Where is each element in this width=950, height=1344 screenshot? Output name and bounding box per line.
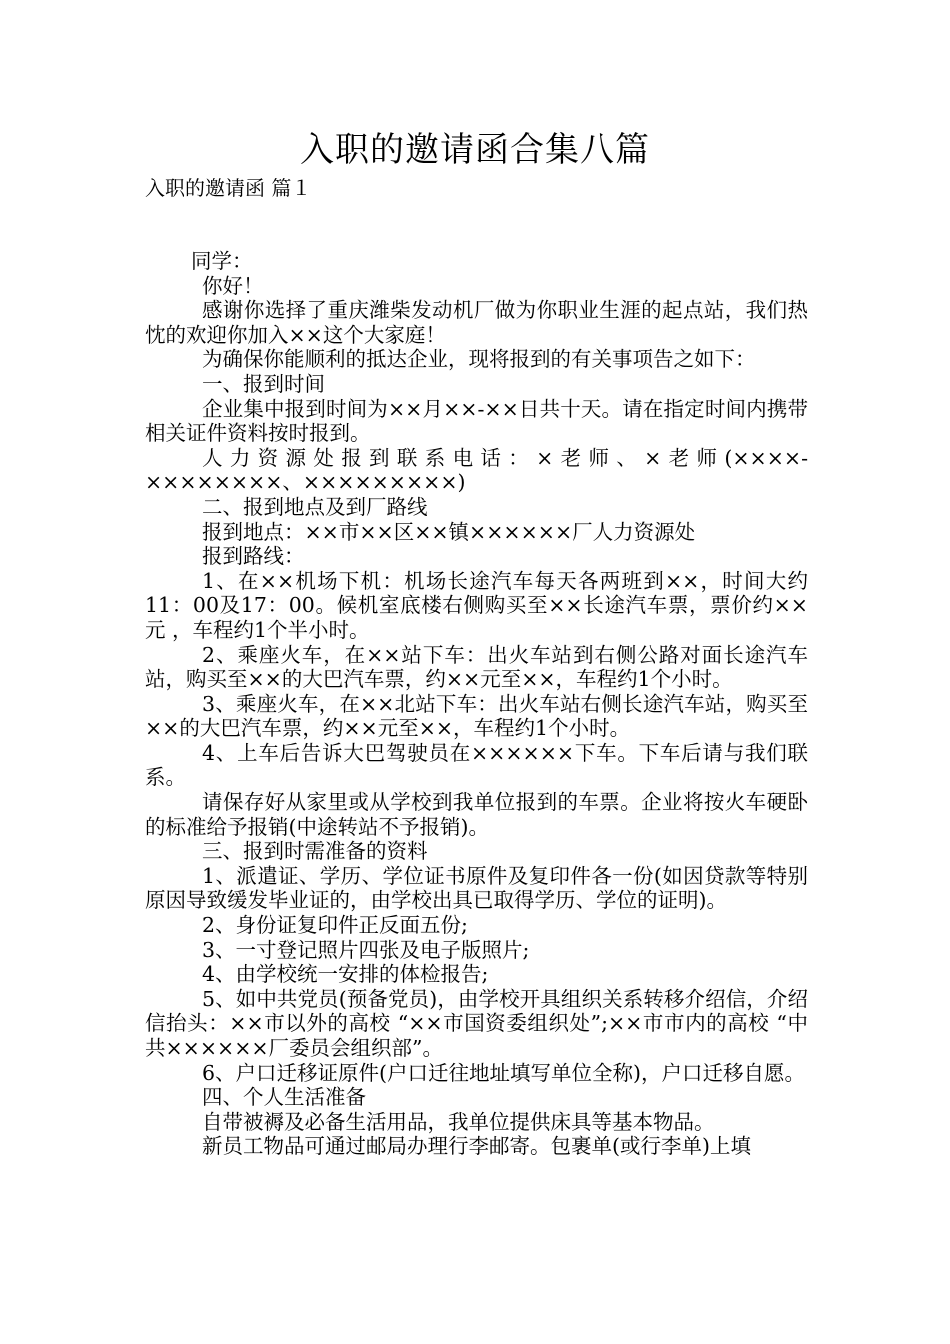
list-item: 6、户口迁移证原件(户口迁往地址填写单位全称)，户口迁移自愿。: [202, 1060, 806, 1085]
paragraph: 自带被褥及必备生活用品，我单位提供床具等基本物品。: [202, 1109, 715, 1134]
section-heading: 一、报到时间: [202, 371, 325, 396]
list-item: 2、身份证复印件正反面五份;: [202, 913, 468, 938]
paragraph: 你好！: [202, 273, 264, 298]
document-subtitle: 入职的邀请函 篇１: [145, 176, 312, 200]
list-item: 4、由学校统一安排的体检报告;: [202, 962, 489, 987]
list-item: 3、乘座火车，在××北站下车：出火车站右侧长途汽车站，购买至××的大巴汽车票，约××元至××，车程约1个小时。: [145, 691, 808, 741]
letter-body: [145, 249, 808, 1159]
paragraph: 感谢你选择了重庆潍柴发动机厂做为你职业生涯的起点站，我们热忱的欢迎你加入××这个大家庭！: [145, 298, 808, 347]
list-item: 1、派遣证、学历、学位证书原件及复印件各一份(如因贷款等特别原因导致缓发毕业证的，由学校出具已取得学历、学位的证明)。: [145, 863, 808, 913]
paragraph: 报到地点：××市××区××镇××××××厂人力资源处: [202, 519, 696, 544]
paragraph: 人力资源处报到联系电话：×老师、×老师(××××-××××××××、×××××××××): [145, 445, 808, 495]
section-heading: 三、报到时需准备的资料: [202, 839, 428, 864]
list-item: 4、上车后告诉大巴驾驶员在××××××下车。下车后请与我们联系。: [145, 740, 808, 790]
salutation: 同学：: [191, 249, 253, 273]
list-item: 1、在××机场下机：机场长途汽车每天各两班到××，时间大约11：00及17：00。候机室底楼右侧购买至××长途汽车票，票价约××元 ，车程约1个半小时。: [145, 568, 808, 642]
paragraph: 报到路线：: [202, 544, 305, 569]
document-title: 入职的邀请函合集八篇: [300, 130, 650, 170]
section-heading: 二、报到地点及到厂路线: [202, 494, 428, 519]
paragraph: 请保存好从家里或从学校到我单位报到的车票。企业将按火车硬卧的标准给予报销(中途转站不予报销)。: [145, 790, 808, 839]
paragraph: 企业集中报到时间为××月××-××日共十天。请在指定时间内携带相关证件资料按时报到。: [145, 396, 808, 446]
list-item: 2、乘座火车，在××站下车：出火车站到右侧公路对面长途汽车站，购买至××的大巴汽车票，约××元至××，车程约1个小时。: [145, 642, 808, 692]
paragraph: 新员工物品可通过邮局办理行李邮寄。包裹单(或行李单)上填: [202, 1134, 751, 1159]
list-item: 3、一寸登记照片四张及电子版照片;: [202, 937, 530, 962]
paragraph: 为确保你能顺利的抵达企业，现将报到的有关事项告之如下：: [202, 347, 756, 372]
list-item: 5、如中共党员(预备党员)，由学校开具组织关系转移介绍信，介绍信抬头：××市以外的高校 “××市国资委组织处”;××市市内的高校 “中共××××××厂委员会组织部”。: [145, 986, 808, 1060]
section-heading: 四、个人生活准备: [202, 1085, 366, 1110]
